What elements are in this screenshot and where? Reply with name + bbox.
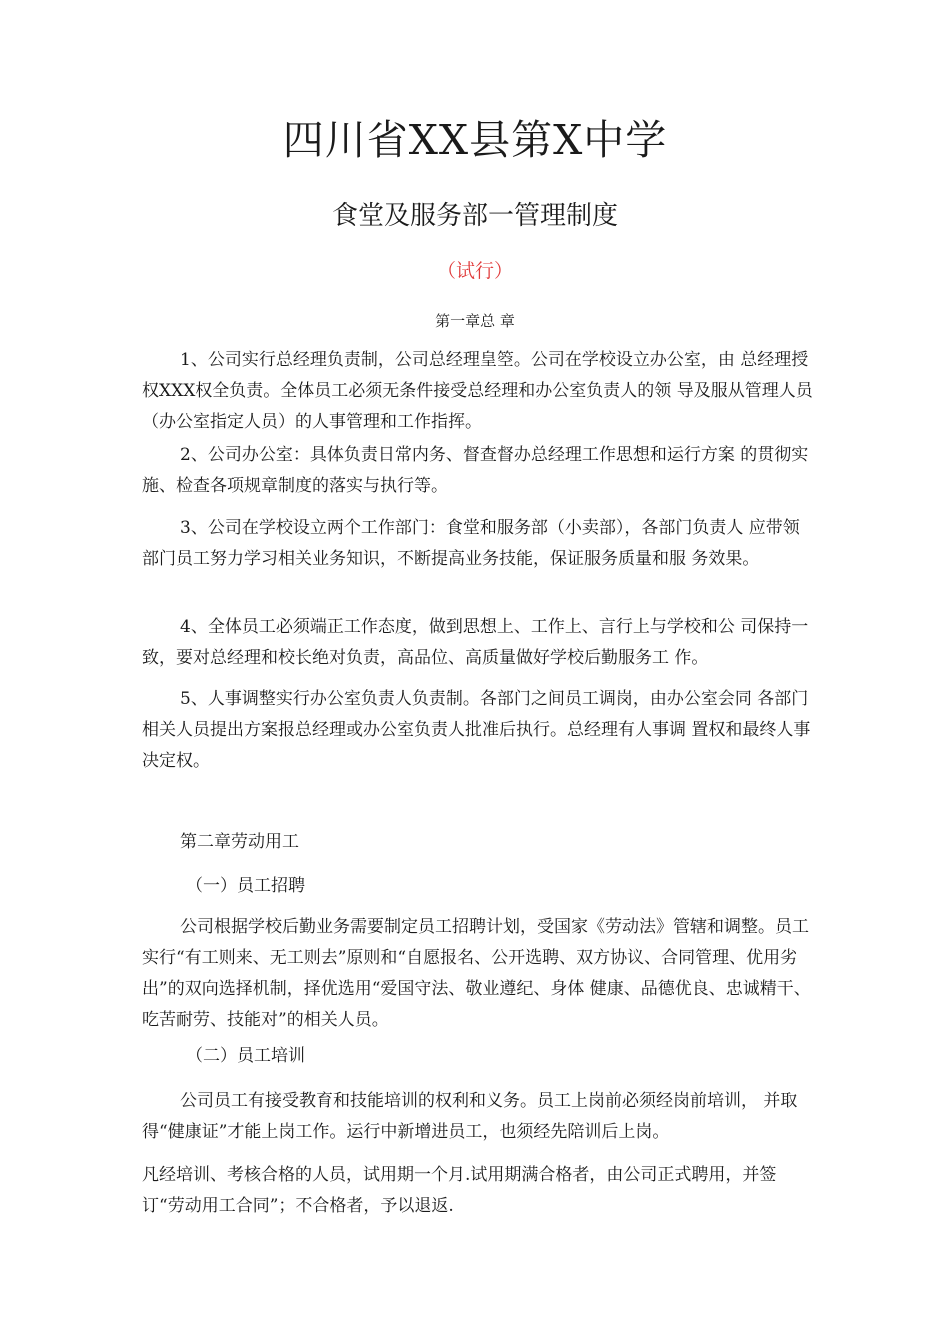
section-1-title: （一）员工招聘	[186, 876, 305, 896]
trial-label: （试行）	[436, 260, 513, 282]
chapter-1-title: 第一章总 章	[435, 312, 515, 330]
paragraph-1: 1、公司实行总经理负责制，公司总经理皇箜。公司在学校设立办公室，由 总经理授权XXX权全负责。全体员工必须无条件接受总经理和办公室负责人的领 导及服从管理人员（办公室指定人员）的人事管理和工作指挥。	[142, 350, 813, 432]
paragraph-3: 3、公司在学校设立两个工作部门：食堂和服务部（小卖部），各部门负责人 应带领部门员工努力学习相关业务知识，不断提高业务技能，保证服务质量和服 务效果。	[142, 518, 800, 569]
chapter-2-title: 第二章劳动用工	[180, 832, 299, 852]
paragraph-4: 4、全体员工必须端正工作态度，做到思想上、工作上、言行上与学校和公 司保持一致，要对总经理和校长绝对负责，高品位、高质量做好学校后勤服务工 作。	[142, 617, 809, 668]
section-2-title: （二）员工培训	[186, 1046, 305, 1066]
paragraph-5: 5、人事调整实行办公室负责人负责制。各部门之间员工调岗，由办公室会同 各部门相关人员提出方案报总经理或办公室负责人批准后执行。总经理有人事调 置权和最终人事决定权。	[142, 689, 811, 771]
section-2-paragraph-2: 凡经培训、考核合格的人员，试用期一个月.试用期满合格者，由公司正式聘用，并签订“劳动用工合同”；不合格者，予以退返.	[142, 1165, 777, 1216]
section-1-paragraph: 公司根据学校后勤业务需要制定员工招聘计划，受国家《劳动法》管辖和调整。员工实行“有工则来、无工则去”原则和“自愿报名、公开选聘、双方协议、合同管理、优用劣出”的双向选择机制，择优选用“爱国守法、敬业遵纪、身体 健康、品德优良、忠诚精干、吃苦耐劳、技能对”的相关人员。	[142, 917, 811, 1030]
document-subtitle: 食堂及服务部一管理制度	[331, 201, 618, 231]
paragraph-2: 2、公司办公室：具体负责日常内务、督查督办总经理工作思想和运行方案 的贯彻实施、检查各项规章制度的落实与执行等。	[142, 445, 809, 496]
document-title: 四川省XX县第X中学	[282, 116, 668, 164]
section-2-paragraph: 公司员工有接受教育和技能培训的权利和义务。员工上岗前必须经岗前培训， 并取得“健康证”才能上岗工作。运行中新增进员工，也须经先陪训后上岗。	[142, 1091, 798, 1142]
